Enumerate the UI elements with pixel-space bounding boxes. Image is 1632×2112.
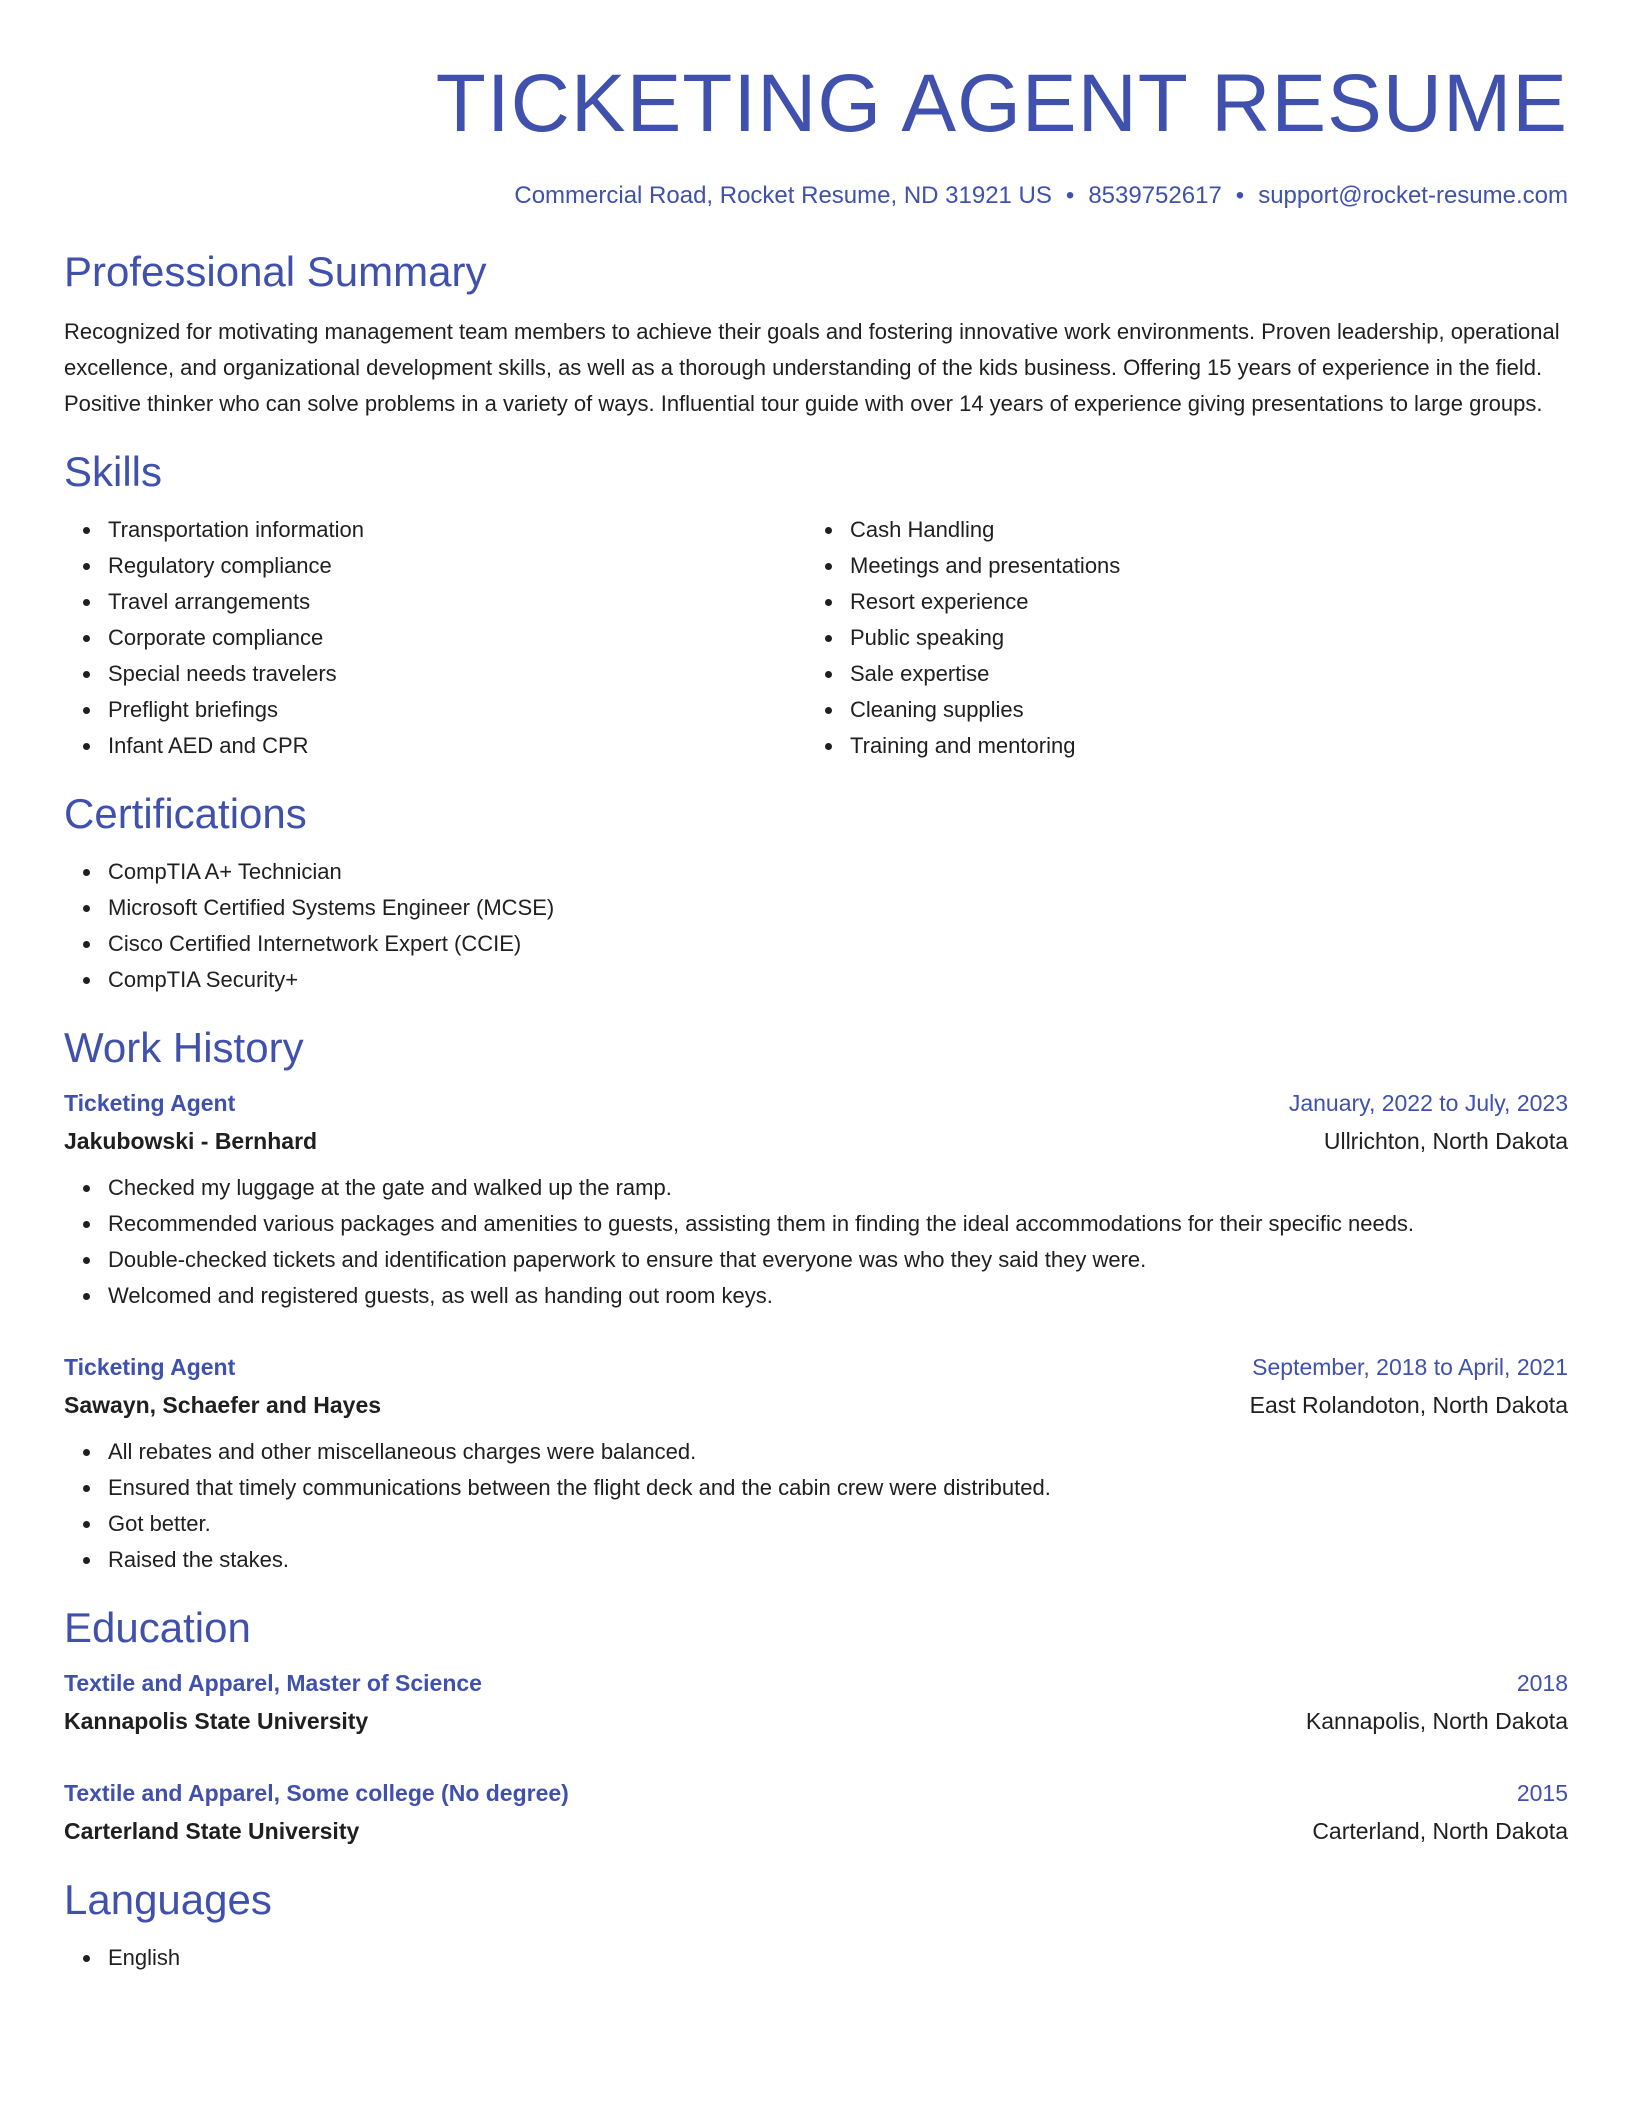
work-history-heading: Work History [64,1024,304,1071]
certification-item: Microsoft Certified Systems Engineer (MCSE) [108,890,1568,926]
job-dates: January, 2022 to July, 2023 [1288,1090,1568,1116]
contact-address: Commercial Road, Rocket Resume, ND 31921 US [514,182,1052,209]
resume-title: TICKETING AGENT RESUME [435,58,1568,149]
education-school: Kannapolis State University [64,1708,369,1734]
job-entry [64,1084,1568,1314]
work-history-section [64,1022,1568,1578]
education-section [64,1602,1568,1850]
education-location: Carterland, North Dakota [1312,1818,1568,1844]
skill-item: Cash Handling [850,512,1548,548]
education-degree: Textile and Apparel, Some college (No degree) [64,1780,569,1806]
job-duty: All rebates and other miscellaneous charges were balanced. [108,1434,1568,1470]
summary-section [64,246,1568,422]
contact-email[interactable]: support@rocket-resume.com [1258,182,1568,209]
education-entry [64,1664,1568,1740]
job-duties [64,1170,1568,1314]
certification-item: CompTIA A+ Technician [108,854,1568,890]
skill-item: Training and mentoring [850,728,1548,764]
certification-item: Cisco Certified Internetwork Expert (CCIE) [108,926,1568,962]
skill-item: Resort experience [850,584,1548,620]
job-location: East Rolandoton, North Dakota [1249,1392,1568,1418]
skill-item: Sale expertise [850,656,1548,692]
job-duties [64,1434,1568,1578]
job-company: Jakubowski - Bernhard [64,1128,318,1154]
job-duty: Welcomed and registered guests, as well as handing out room keys. [108,1278,1568,1314]
skills-grid [64,512,1568,764]
job-duty: Got better. [108,1506,1568,1542]
certifications-list [64,854,1568,998]
job-entry [64,1348,1568,1578]
skill-item: Preflight briefings [108,692,806,728]
contact-phone[interactable]: 8539752617 [1088,182,1222,209]
languages-list [64,1940,1568,1976]
education-year: 2018 [1516,1670,1568,1696]
contact-line [64,180,1568,212]
skills-heading: Skills [64,448,163,495]
languages-heading: Languages [64,1876,272,1923]
skills-column-right [806,512,1548,764]
summary-heading: Professional Summary [64,248,487,295]
skill-item: Meetings and presentations [850,548,1548,584]
job-duty: Raised the stakes. [108,1542,1568,1578]
certification-item: CompTIA Security+ [108,962,1568,998]
job-dates: September, 2018 to April, 2021 [1252,1354,1568,1380]
job-duty: Checked my luggage at the gate and walked up the ramp. [108,1170,1568,1206]
skill-item: Infant AED and CPR [108,728,806,764]
skill-item: Transportation information [108,512,806,548]
job-duty: Double-checked tickets and identification paperwork to ensure that everyone was who they said they were. [108,1242,1568,1278]
education-entry [64,1774,1568,1850]
education-year: 2015 [1516,1780,1568,1806]
skill-item: Special needs travelers [108,656,806,692]
contact-separator: • [1065,182,1075,209]
job-duty: Recommended various packages and amenities to guests, assisting them in finding the ideal accommodations for their specific needs. [108,1206,1568,1242]
skill-item: Regulatory compliance [108,548,806,584]
skills-column-left [64,512,806,764]
job-duty: Ensured that timely communications between the flight deck and the cabin crew were distributed. [108,1470,1568,1506]
summary-text: Recognized for motivating management team members to achieve their goals and fostering innovative work environments. Proven leadership, operational excellence, and organizational development skills, as well as a thorough understanding of the kids business. Offering 15 years of experience in the field. Positive thinker who can solve problems in a variety of ways. Influential tour guide with over 14 years of experience giving presentations to large groups. [64,319,1560,416]
education-heading: Education [64,1604,251,1651]
skill-item: Cleaning supplies [850,692,1548,728]
languages-section [64,1874,1568,1976]
job-location: Ullrichton, North Dakota [1323,1128,1568,1154]
job-company: Sawayn, Schaefer and Hayes [64,1392,382,1418]
certifications-section [64,788,1568,998]
job-title: Ticketing Agent [64,1090,236,1116]
education-school: Carterland State University [64,1818,360,1844]
job-title: Ticketing Agent [64,1354,236,1380]
skill-item: Corporate compliance [108,620,806,656]
skill-item: Public speaking [850,620,1548,656]
contact-separator: • [1235,182,1245,209]
education-degree: Textile and Apparel, Master of Science [64,1670,482,1696]
skills-section [64,446,1568,764]
certifications-heading: Certifications [64,790,307,837]
education-location: Kannapolis, North Dakota [1305,1708,1568,1734]
language-item: English [108,1940,1568,1976]
skill-item: Travel arrangements [108,584,806,620]
